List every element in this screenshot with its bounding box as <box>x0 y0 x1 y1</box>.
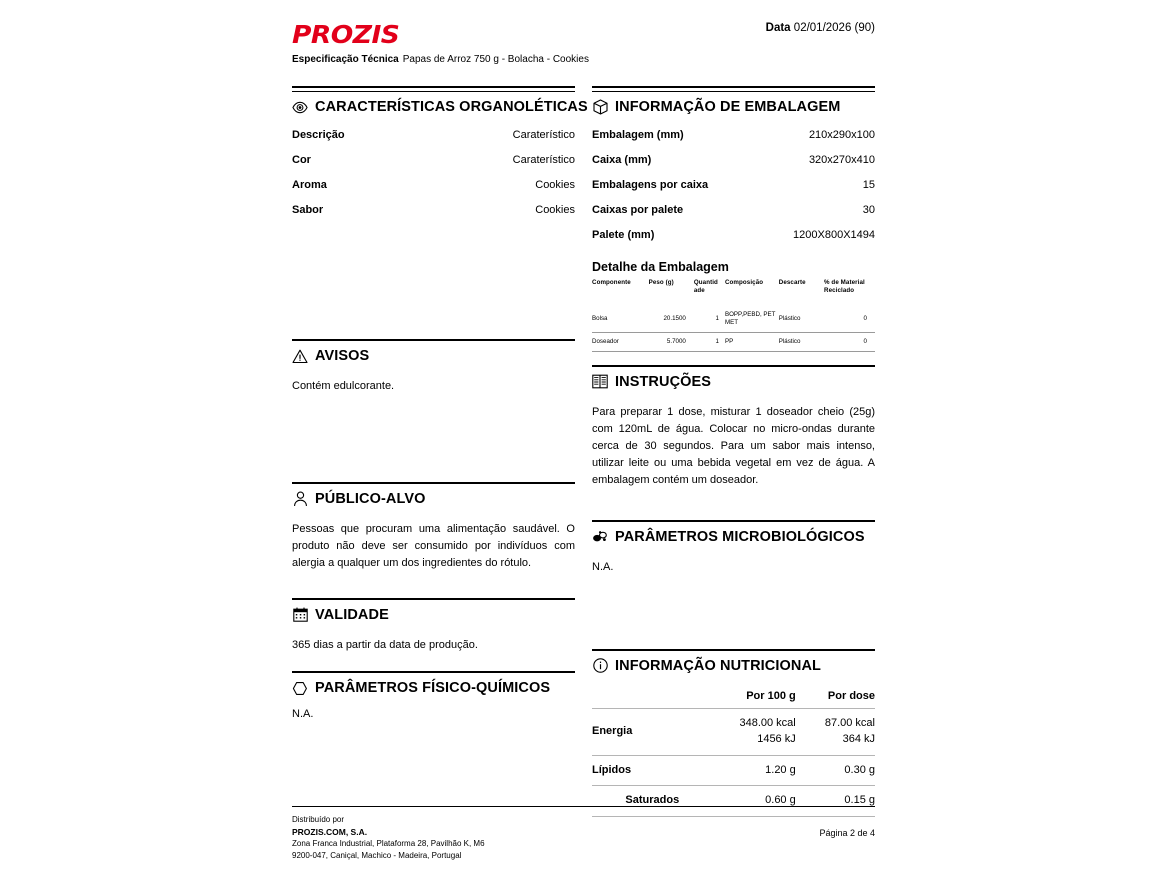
address-line-1: Zona Franca Industrial, Plataforma 28, Pavilhão K, M6 <box>292 839 485 849</box>
section-instructions <box>592 365 875 489</box>
cell-per-100g: 1.20 g <box>765 763 796 776</box>
row-key: Sabor <box>292 203 324 216</box>
table-row <box>592 755 875 786</box>
col-per-dose: Por dose <box>827 689 875 702</box>
section-label: PÚBLICO-ALVO <box>315 490 426 507</box>
document-footer <box>292 806 875 862</box>
row-value: 1200X800X1494 <box>793 228 875 241</box>
section-title-microbiological <box>592 522 875 551</box>
target-audience-text: Pessoas que procuram uma alimentação saudável. O produto não deve ser consumido por indivíduos com alergia a qualquer um dos ingredientes do rótulo. <box>292 522 575 569</box>
cell-peso: 5.7000 <box>666 337 686 345</box>
section-title-validity <box>292 600 575 629</box>
validity-text: 365 dias a partir da data de produção. <box>292 638 478 651</box>
cell-quantidade: 1 <box>715 314 719 322</box>
row-value: Cookies <box>535 203 575 216</box>
section-label: INSTRUÇÕES <box>615 373 712 390</box>
table-row <box>592 306 875 333</box>
microbiological-text: N.A. <box>592 561 614 574</box>
table-header-row <box>592 277 875 306</box>
section-label: PARÂMETROS FÍSICO-QUÍMICOS <box>315 680 551 697</box>
packaging-detail-title: Detalhe da Embalagem <box>592 260 729 274</box>
row-value: 320x270x410 <box>808 153 875 166</box>
table-header-row <box>592 686 875 709</box>
row-value: 210x290x100 <box>808 128 875 141</box>
cell-componente: Doseador <box>592 337 619 345</box>
col-reciclado: % de Material Reciclado <box>824 279 865 295</box>
row-key: Cor <box>292 153 311 166</box>
value-kcal: 348.00 kcal <box>739 716 796 729</box>
col-quantidade: Quantid ade <box>693 279 718 295</box>
cell-per-dose: 0.15 g <box>844 794 875 807</box>
organoleptic-row <box>292 123 575 146</box>
cell-reciclado: 0 <box>863 337 867 345</box>
microbe-icon <box>592 529 608 545</box>
section-microbiological <box>592 520 875 576</box>
packaging-row <box>592 123 875 146</box>
section-title-target-audience <box>292 484 575 513</box>
cell-per-100g: 0.60 g <box>765 794 796 807</box>
cell-quantidade: 1 <box>715 337 719 345</box>
date-value: 02/01/2026 (90) <box>793 22 875 34</box>
section-title-organoleptic <box>292 92 588 121</box>
person-icon <box>292 491 308 507</box>
document-header <box>292 14 875 70</box>
row-key: Descrição <box>292 128 345 141</box>
packaging-detail-table <box>592 277 875 352</box>
section-title-physicochemical <box>292 673 575 702</box>
col-nutrient <box>592 686 705 709</box>
section-label: CARACTERÍSTICAS ORGANOLÉTICAS <box>315 99 588 115</box>
row-value: Caraterístico <box>512 153 575 166</box>
section-physicochemical <box>292 671 575 723</box>
spec-label: Especificação Técnica <box>292 54 399 65</box>
section-label: AVISOS <box>315 348 370 364</box>
row-key: Caixas por palete <box>592 203 684 216</box>
document-date <box>766 22 875 34</box>
section-label: INFORMAÇÃO DE EMBALAGEM <box>615 99 841 115</box>
row-key: Embalagens por caixa <box>592 178 709 191</box>
section-validity <box>292 598 575 654</box>
cell-componente: Bolsa <box>592 314 608 322</box>
cell-nutrient: Energia <box>592 724 633 737</box>
section-title-nutrition <box>592 651 875 680</box>
cell-per-dose: 0.30 g <box>844 763 875 776</box>
packaging-row <box>592 223 875 246</box>
nutrition-table <box>592 686 875 818</box>
col-descarte: Descarte <box>778 279 806 286</box>
section-organoleptic <box>292 86 588 221</box>
organoleptic-row <box>292 198 575 221</box>
prozis-logo: PROZIS <box>292 20 400 49</box>
value-kcal: 87.00 kcal <box>824 716 875 729</box>
physicochemical-text: N.A. <box>292 708 314 721</box>
section-label: INFORMAÇÃO NUTRICIONAL <box>615 657 821 674</box>
book-icon <box>592 374 608 390</box>
table-row <box>592 332 875 351</box>
cell-nutrient: Lípidos <box>592 763 632 776</box>
row-key: Palete (mm) <box>592 228 655 241</box>
value-kj: 1456 kJ <box>757 732 796 745</box>
info-circle-icon <box>592 658 608 674</box>
company-name: PROZIS.COM, S.A. <box>292 826 368 837</box>
distributed-by-label: Distribuído por <box>292 815 345 824</box>
instructions-text: Para preparar 1 dose, misturar 1 doseador cheio (25g) com 120mL de água. Colocar no micro-ondas durante cerca de 30 segundos. Para um sabor mais intenso, utilizar leite ou uma bebida vegetal em vez de água. A embalagem contém um doseador. <box>592 405 875 487</box>
cell-nutrient: Saturados <box>625 794 680 807</box>
section-nutrition <box>592 649 875 818</box>
calendar-icon <box>292 607 308 623</box>
section-label: VALIDADE <box>315 606 389 623</box>
section-label: PARÂMETROS MICROBIOLÓGICOS <box>615 529 865 546</box>
section-packaging <box>592 86 875 352</box>
row-value: 30 <box>862 203 875 216</box>
cell-descarte: Plástico <box>778 337 801 345</box>
table-row <box>592 708 875 755</box>
value-kj: 364 kJ <box>842 732 875 745</box>
cell-reciclado: 0 <box>863 314 867 322</box>
section-title-packaging <box>592 92 875 121</box>
warnings-text: Contém edulcorante. <box>292 380 395 392</box>
packaging-row <box>592 148 875 171</box>
eye-icon <box>292 99 308 115</box>
cell-per-100g <box>705 708 796 755</box>
cell-peso: 20.1500 <box>663 314 686 322</box>
cell-descarte: Plástico <box>778 314 801 322</box>
document-body <box>292 14 875 807</box>
right-column <box>592 86 875 817</box>
spec-value: Papas de Arroz 750 g - Bolacha - Cookies <box>402 54 589 65</box>
left-column <box>292 86 588 723</box>
row-key: Aroma <box>292 178 327 191</box>
warning-triangle-icon <box>292 348 308 364</box>
col-per-100g: Por 100 g <box>746 689 796 702</box>
cell-composicao: PP <box>724 337 734 345</box>
section-title-instructions <box>592 367 875 396</box>
spec-line <box>292 54 589 65</box>
col-componente: Componente <box>592 279 631 286</box>
row-value: Caraterístico <box>512 128 575 141</box>
row-value: Cookies <box>535 178 575 191</box>
cell-per-dose <box>796 708 875 755</box>
packaging-row <box>592 198 875 221</box>
molecule-hexagon-icon <box>292 680 308 696</box>
page-number: Página 2 de 4 <box>819 828 875 838</box>
row-key: Caixa (mm) <box>592 153 652 166</box>
organoleptic-row <box>292 148 575 171</box>
section-warnings <box>292 339 575 395</box>
col-composicao: Composição <box>724 279 764 286</box>
row-key: Embalagem (mm) <box>592 128 684 141</box>
section-title-warnings <box>292 341 575 370</box>
address-line-2: 9200-047, Caniçal, Machico - Madeira, Portugal <box>292 850 462 860</box>
packaging-row <box>592 173 875 196</box>
section-target-audience <box>292 482 575 572</box>
box-icon <box>592 99 608 115</box>
organoleptic-row <box>292 173 575 196</box>
col-peso: Peso (g) <box>648 279 674 286</box>
cell-composicao: BOPP,PEBD, PET MET <box>724 310 776 326</box>
date-label: Data <box>765 22 791 34</box>
row-value: 15 <box>862 178 875 191</box>
